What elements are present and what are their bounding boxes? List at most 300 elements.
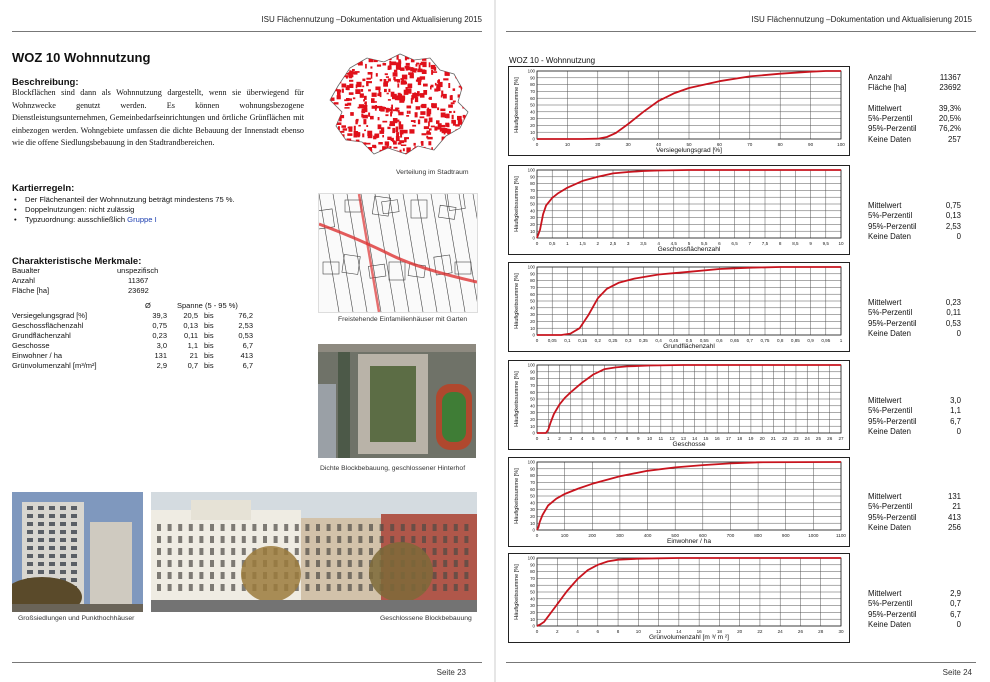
- x-tick-label: 40: [656, 142, 662, 147]
- x-tick-label: 5: [687, 241, 691, 246]
- stat-label: Keine Daten: [868, 231, 911, 241]
- stat-value: 0: [956, 619, 961, 629]
- stat-row: [868, 502, 961, 512]
- stats-block-1: [868, 73, 961, 145]
- y-tick-label: 0: [532, 623, 535, 629]
- x-tick-label: 0: [535, 533, 539, 538]
- y-tick-label: 100: [527, 362, 535, 368]
- merkmale-heading: Charakteristische Merkmale:: [12, 256, 142, 267]
- y-tick-label: 40: [530, 403, 535, 409]
- cell-mean: 0,75: [152, 321, 167, 330]
- stat-label: Mittelwert: [868, 201, 902, 210]
- x-axis-label: Grünvolumenzahl [m ³/ m ²]: [649, 634, 729, 641]
- stat-label: 95%-Perzentil: [868, 512, 917, 522]
- stat-row: [868, 427, 961, 437]
- row-value: 23692: [128, 286, 149, 295]
- x-tick-label: 5,5: [701, 241, 708, 246]
- basic-table: [12, 266, 257, 296]
- y-tick-label: 20: [530, 514, 535, 519]
- rule-item: [12, 215, 235, 225]
- cell-label: Grundflächenzahl: [12, 331, 71, 340]
- x-tick-label: 26: [797, 629, 804, 634]
- y-tick-label: 50: [530, 396, 535, 402]
- stat-label: 95%-Perzentil: [868, 221, 917, 231]
- cell-mean: 0,23: [152, 331, 167, 340]
- stat-label: Mittelwert: [868, 298, 902, 307]
- x-tick-label: 200: [588, 533, 597, 538]
- stat-value: 39,3%: [938, 103, 961, 113]
- stats-block-3: [868, 298, 961, 339]
- x-axis-label: Einwohner / ha: [667, 538, 711, 545]
- street-photo: [151, 492, 477, 612]
- y-tick-label: 100: [527, 264, 535, 270]
- table-row: [12, 286, 257, 296]
- x-axis-label: Grundflächenzahl: [663, 343, 715, 350]
- x-axis-label: Versiegelungsgrad [%]: [656, 147, 722, 154]
- cell-label: Grünvolumenzahl [m³/m²]: [12, 361, 97, 370]
- berlin-distribution-map: [322, 50, 472, 162]
- x-tick-label: 0,85: [790, 338, 800, 343]
- y-tick-label: 80: [530, 473, 535, 479]
- stat-row: [868, 124, 961, 134]
- cell-lo: 0,7: [187, 361, 198, 370]
- y-tick-label: 60: [530, 194, 535, 200]
- stat-row: [868, 222, 961, 232]
- x-tick-label: 25: [815, 436, 822, 441]
- y-tick-label: 20: [530, 417, 535, 422]
- x-tick-label: 7: [748, 241, 752, 246]
- y-tick-label: 50: [530, 102, 535, 108]
- x-tick-label: 3: [569, 436, 573, 441]
- y-tick-label: 70: [530, 576, 535, 581]
- x-tick-label: 0: [535, 629, 539, 634]
- x-tick-label: 900: [781, 533, 790, 538]
- stat-row: [868, 211, 961, 221]
- stat-row: [868, 589, 961, 599]
- cell-hi: 413: [240, 351, 253, 360]
- x-tick-label: 1000: [808, 533, 819, 538]
- stat-label: Anzahl: [868, 73, 892, 82]
- x-tick-label: 0,8: [777, 338, 784, 343]
- y-tick-label: 10: [530, 228, 535, 234]
- x-tick-label: 12: [669, 436, 675, 441]
- x-tick-label: 18: [737, 436, 743, 441]
- x-tick-label: 26: [827, 436, 833, 441]
- stat-row: [868, 83, 961, 93]
- x-tick-label: 24: [777, 629, 783, 634]
- x-tick-label: 20: [759, 436, 765, 441]
- x-tick-label: 70: [747, 142, 753, 147]
- cell-bis: bis: [204, 331, 214, 340]
- y-tick-label: 70: [530, 480, 535, 485]
- page-header: ISU Flächennutzung –Dokumentation und Aktualisierung 2015: [751, 15, 972, 24]
- gruppe-link[interactable]: Gruppe I: [127, 215, 157, 224]
- x-tick-label: 0,5: [549, 241, 556, 246]
- y-tick-label: 20: [530, 319, 535, 324]
- stats-block-6: [868, 589, 961, 630]
- table-row: [12, 331, 262, 341]
- page-header: ISU Flächennutzung –Dokumentation und Aktualisierung 2015: [261, 15, 482, 24]
- cumulative-chart-2: [508, 165, 850, 255]
- cell-bis: bis: [204, 341, 214, 350]
- stat-row: [868, 513, 961, 523]
- stat-value: 131: [947, 492, 961, 501]
- stat-row: [868, 201, 961, 211]
- x-tick-label: 800: [754, 533, 762, 538]
- stat-value: 2,53: [945, 221, 961, 231]
- table-row: [12, 341, 262, 351]
- x-tick-label: 9: [809, 241, 812, 246]
- stat-label: Mittelwert: [868, 492, 902, 501]
- y-tick-label: 10: [530, 325, 535, 331]
- beschreibung-heading: Beschreibung:: [12, 77, 79, 88]
- footer-rule: [12, 662, 482, 663]
- stat-row: [868, 135, 961, 145]
- stat-value: 20,5%: [938, 114, 961, 124]
- footer-rule: [506, 662, 976, 663]
- y-tick-label: 30: [530, 507, 535, 513]
- cell-label: Geschossflächenzahl: [12, 321, 84, 330]
- x-tick-label: 24: [804, 436, 810, 441]
- stat-label: Mittelwert: [868, 589, 902, 598]
- stat-label: Keine Daten: [868, 619, 911, 629]
- stat-row: [868, 492, 961, 502]
- cumulative-chart-1: [508, 66, 850, 156]
- page-number: Seite 24: [942, 668, 972, 677]
- x-tick-label: 28: [818, 629, 824, 634]
- x-tick-label: 100: [837, 142, 845, 147]
- x-tick-label: 400: [643, 533, 652, 538]
- stat-row: [868, 396, 961, 406]
- stat-value: 76,2%: [938, 124, 961, 134]
- x-tick-label: 0,9: [807, 338, 814, 343]
- y-tick-label: 90: [530, 174, 535, 180]
- stat-label: 95%-Perzentil: [868, 318, 917, 328]
- x-axis-label: Geschossflächenzahl: [657, 246, 721, 253]
- x-tick-label: 8: [778, 241, 782, 246]
- y-tick-label: 40: [530, 596, 535, 602]
- y-tick-label: 70: [530, 285, 535, 290]
- stat-label: Fläche [ha]: [868, 83, 907, 93]
- rule-item: • Der Flächenanteil der Wohnnutzung beträgt mindestens 75 %.: [12, 195, 235, 205]
- stats-block-2: [868, 201, 961, 242]
- cell-hi: 6,7: [242, 361, 253, 370]
- stat-value: 6,7: [950, 416, 961, 426]
- chart-svg: [509, 554, 849, 642]
- stat-label: Keine Daten: [868, 426, 911, 436]
- stat-value: 21: [952, 502, 961, 512]
- x-tick-label: 0: [535, 436, 539, 441]
- y-tick-label: 10: [530, 423, 535, 429]
- stat-value: 1,1: [950, 406, 961, 416]
- y-tick-label: 100: [527, 167, 535, 173]
- x-tick-label: 5: [592, 436, 595, 441]
- row-label: Baualter: [12, 266, 40, 275]
- y-tick-label: 40: [530, 500, 535, 506]
- y-axis-label: Häufigkeitssumme [%]: [514, 77, 520, 133]
- stat-row: [868, 599, 961, 609]
- y-tick-label: 30: [530, 603, 535, 609]
- x-tick-label: 17: [725, 436, 731, 441]
- stat-row: [868, 620, 961, 630]
- stat-label: 5%-Perzentil: [868, 406, 913, 416]
- stat-row: [868, 298, 961, 308]
- y-tick-label: 10: [530, 129, 535, 135]
- x-tick-label: 1,5: [579, 241, 586, 246]
- x-tick-label: 700: [726, 533, 735, 538]
- stats-block-4: [868, 396, 961, 437]
- table-row: [12, 361, 262, 371]
- stat-value: 23692: [939, 83, 961, 93]
- stat-row: [868, 523, 961, 533]
- x-tick-label: 21: [770, 436, 777, 441]
- stat-value: 0,23: [945, 298, 961, 307]
- y-tick-label: 50: [530, 589, 535, 595]
- x-tick-label: 1: [839, 338, 843, 343]
- rule-item: • Doppelnutzungen: nicht zulässig: [12, 205, 235, 215]
- y-tick-label: 60: [530, 582, 535, 588]
- x-tick-label: 0,15: [578, 338, 588, 343]
- x-tick-label: 9: [637, 436, 640, 441]
- stat-value: 0,75: [945, 201, 961, 210]
- y-tick-label: 20: [530, 610, 535, 615]
- x-tick-label: 4: [657, 241, 660, 246]
- cell-hi: 76,2: [238, 311, 253, 320]
- x-tick-label: 0,5: [685, 338, 693, 343]
- cumulative-chart-6: [508, 553, 850, 643]
- page-title: WOZ 10 Wohnnutzung: [12, 50, 151, 65]
- stat-row: [868, 406, 961, 416]
- kartierregeln-heading: Kartierregeln:: [12, 183, 75, 194]
- chart-svg: [509, 458, 849, 546]
- x-tick-label: 0,2: [594, 338, 601, 343]
- cell-mean: 3,0: [156, 341, 167, 350]
- x-tick-label: 0: [535, 338, 539, 343]
- y-tick-label: 80: [530, 376, 535, 382]
- chart-svg: [509, 67, 849, 155]
- x-tick-label: 600: [698, 533, 707, 538]
- x-tick-label: 0,65: [730, 338, 740, 343]
- stat-label: Mittelwert: [868, 396, 902, 405]
- x-tick-label: 14: [676, 629, 682, 634]
- stat-label: Keine Daten: [868, 134, 911, 144]
- stat-label: 95%-Perzentil: [868, 124, 917, 134]
- x-tick-label: 13: [680, 436, 686, 441]
- y-tick-label: 0: [532, 235, 535, 241]
- tower-photo: [12, 492, 143, 612]
- x-tick-label: 500: [671, 533, 680, 538]
- x-axis-label: Geschosse: [672, 441, 706, 448]
- x-tick-label: 0,55: [699, 338, 709, 343]
- x-tick-label: 10: [647, 436, 653, 441]
- stat-value: 0: [956, 426, 961, 436]
- x-tick-label: 2: [596, 241, 600, 246]
- cumulative-chart-4: [508, 360, 850, 450]
- x-tick-label: 50: [686, 142, 692, 147]
- chart-svg: [509, 263, 849, 351]
- stat-value: 257: [947, 134, 961, 144]
- stat-value: 413: [947, 512, 961, 522]
- x-tick-label: 9,5: [822, 241, 829, 246]
- x-tick-label: 4,5: [670, 241, 677, 246]
- row-value: 11367: [128, 276, 149, 285]
- stat-label: 5%-Perzentil: [868, 308, 913, 318]
- y-tick-label: 80: [530, 278, 535, 284]
- stat-value: 3,0: [950, 396, 961, 405]
- table-row: [12, 351, 262, 361]
- y-tick-label: 40: [530, 208, 535, 214]
- x-tick-label: 2,5: [609, 241, 617, 246]
- y-tick-label: 50: [530, 298, 535, 304]
- stat-value: 0: [956, 231, 961, 241]
- x-tick-label: 4: [580, 436, 584, 441]
- table-row: [12, 266, 257, 276]
- y-tick-label: 90: [530, 562, 535, 568]
- chart-svg: [509, 166, 849, 254]
- cell-label: Versiegelungsgrad [%]: [12, 311, 88, 320]
- x-tick-label: 100: [560, 533, 569, 538]
- y-axis-label: Häufigkeitssumme [%]: [514, 468, 520, 524]
- rule-text: Typzuordnung: ausschließlich: [25, 215, 128, 224]
- header-rule: [12, 31, 482, 32]
- x-tick-label: 90: [808, 142, 814, 147]
- x-tick-label: 15: [703, 436, 709, 441]
- stat-value: 256: [947, 522, 961, 532]
- x-tick-label: 0,75: [760, 338, 770, 343]
- y-tick-label: 60: [530, 95, 535, 101]
- x-tick-label: 16: [714, 436, 720, 441]
- cell-hi: 2,53: [238, 321, 253, 330]
- row-label: Anzahl: [12, 276, 35, 285]
- x-tick-label: 6: [603, 436, 606, 441]
- x-tick-label: 0,35: [638, 338, 648, 343]
- x-tick-label: 0,3: [625, 338, 632, 343]
- x-tick-label: 10: [838, 241, 844, 246]
- x-tick-label: 0,95: [821, 338, 831, 343]
- stats-block-5: [868, 492, 961, 533]
- caption-map: Verteilung im Stadtraum: [396, 169, 469, 176]
- x-tick-label: 8: [625, 436, 629, 441]
- beschreibung-text: Blockflächen sind dann als Wohnnutzung dargestellt, wenn sie überwiegend für Wohnzwecke genutzt werden. Es können wohnungsbezogene Dienstleistungsunternehmen, Gemeinbedarfseinrichtungen und örtliche Grünflächen mit einbezogen werden. Wohngebiete umfassen die dichte Bebauung der Innenstadt ebenso wie die offene Siedlungsbebauung in den Stadtrandbereichen.: [12, 88, 304, 148]
- stat-label: 5%-Perzentil: [868, 114, 913, 124]
- y-tick-label: 30: [530, 410, 535, 416]
- col-span: Spanne (5 - 95 %): [177, 301, 238, 310]
- stat-label: Keine Daten: [868, 522, 911, 532]
- x-tick-label: 0,4: [655, 338, 662, 343]
- y-tick-label: 90: [530, 271, 535, 277]
- cumulative-chart-5: [508, 457, 850, 547]
- y-tick-label: 30: [530, 312, 535, 318]
- table-row: [12, 276, 257, 286]
- stat-value: 0,7: [950, 599, 961, 609]
- y-tick-label: 90: [530, 466, 535, 472]
- x-tick-label: 7,5: [761, 241, 769, 246]
- y-tick-label: 80: [530, 181, 535, 187]
- y-tick-label: 90: [530, 75, 535, 81]
- stat-row: [868, 94, 961, 104]
- x-tick-label: 1: [546, 436, 550, 441]
- y-tick-label: 0: [532, 430, 535, 436]
- table-header: [12, 301, 262, 311]
- cell-lo: 21: [189, 351, 198, 360]
- stat-value: 6,7: [950, 609, 961, 619]
- x-tick-label: 0,25: [608, 338, 618, 343]
- y-tick-label: 0: [532, 332, 535, 338]
- y-axis-label: Häufigkeitssumme [%]: [514, 176, 520, 232]
- stat-value: 0: [956, 328, 961, 338]
- stat-label: 95%-Perzentil: [868, 609, 917, 619]
- x-tick-label: 16: [696, 629, 702, 634]
- caption-street: Geschlossene Blockbebauung: [380, 615, 472, 622]
- stat-row: [868, 319, 961, 329]
- chart-svg: [509, 361, 849, 449]
- stat-row: [868, 232, 961, 242]
- col-mean: Ø: [145, 301, 151, 310]
- cell-lo: 0,11: [183, 331, 198, 340]
- cell-mean: 131: [154, 351, 167, 360]
- caption-plan: Freistehende Einfamilienhäuser mit Garten: [338, 316, 468, 323]
- x-tick-label: 30: [838, 629, 844, 634]
- x-tick-label: 19: [748, 436, 754, 441]
- page-number: Seite 23: [436, 668, 466, 677]
- x-tick-label: 0: [535, 241, 539, 246]
- y-tick-label: 80: [530, 82, 535, 88]
- x-tick-label: 7: [614, 436, 618, 441]
- x-tick-label: 30: [625, 142, 631, 147]
- x-tick-label: 0,1: [564, 338, 571, 343]
- stat-label: 5%-Perzentil: [868, 211, 913, 221]
- cell-hi: 0,53: [238, 331, 253, 340]
- y-tick-label: 80: [530, 569, 535, 575]
- y-tick-label: 70: [530, 383, 535, 388]
- y-tick-label: 0: [532, 527, 535, 533]
- table-row: [12, 311, 262, 321]
- x-tick-label: 12: [656, 629, 662, 634]
- x-tick-label: 3,5: [640, 241, 647, 246]
- y-tick-label: 40: [530, 109, 535, 115]
- y-tick-label: 50: [530, 493, 535, 499]
- y-tick-label: 0: [532, 136, 535, 142]
- x-tick-label: 1: [566, 241, 569, 246]
- cell-label: Einwohner / ha: [12, 351, 63, 360]
- y-tick-label: 30: [530, 215, 535, 221]
- cell-mean: 39,3: [152, 311, 167, 320]
- stat-value: 0,53: [945, 318, 961, 328]
- y-axis-label: Häufigkeitssumme [%]: [514, 564, 520, 620]
- y-tick-label: 10: [530, 520, 535, 526]
- cell-bis: bis: [204, 311, 214, 320]
- stat-row: [868, 104, 961, 114]
- header-rule: [506, 31, 976, 32]
- cell-hi: 6,7: [242, 341, 253, 350]
- chart-title: WOZ 10 - Wohnnutzung: [509, 56, 596, 65]
- stat-row: [868, 73, 961, 83]
- x-tick-label: 22: [782, 436, 788, 441]
- y-tick-label: 100: [527, 68, 535, 74]
- caption-tower: Großsiedlungen und Punkthochhäuser: [18, 615, 135, 622]
- cell-lo: 0,13: [183, 321, 198, 330]
- stat-row: [868, 114, 961, 124]
- x-tick-label: 1100: [836, 533, 846, 538]
- x-tick-label: 0,6: [716, 338, 723, 343]
- y-tick-label: 10: [530, 616, 535, 622]
- x-tick-label: 14: [692, 436, 698, 441]
- y-tick-label: 60: [530, 389, 535, 395]
- cell-bis: bis: [204, 361, 214, 370]
- stat-row: [868, 610, 961, 620]
- x-tick-label: 18: [716, 629, 722, 634]
- x-tick-label: 4: [576, 629, 579, 634]
